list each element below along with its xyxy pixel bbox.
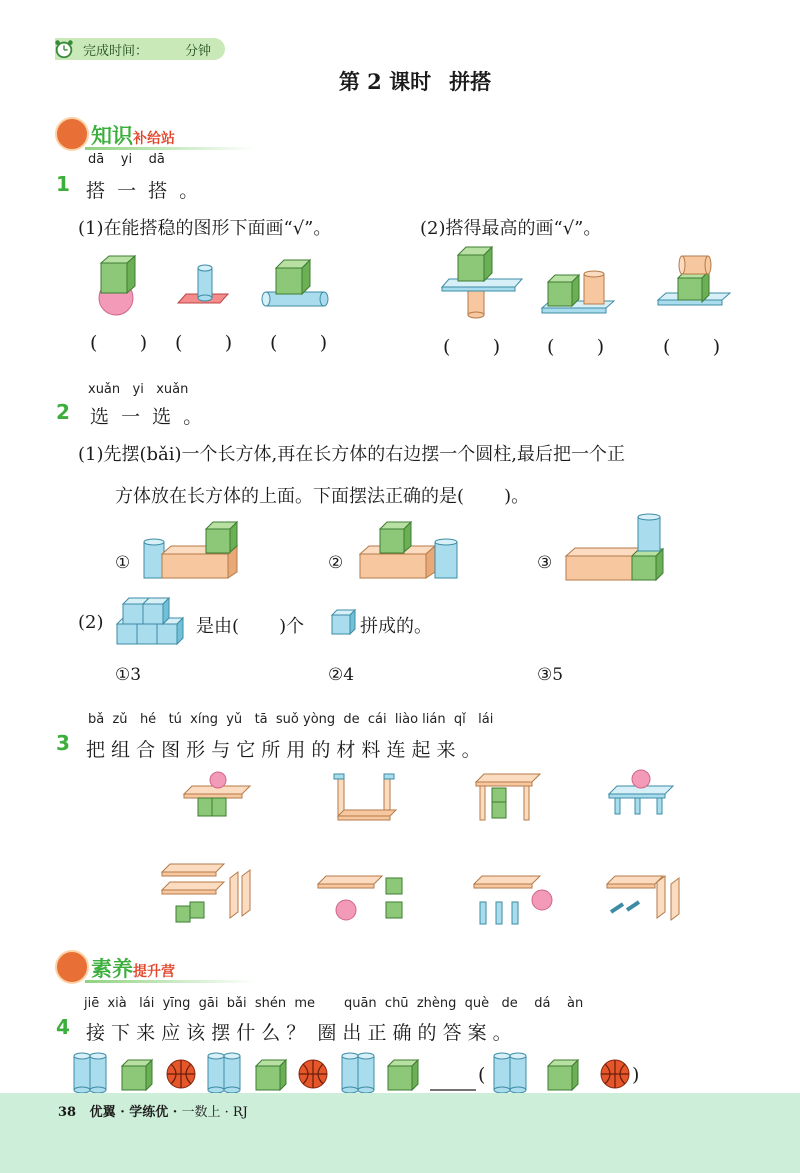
q2-option3-figure xyxy=(564,512,674,582)
pencil-icon xyxy=(55,117,89,151)
q3-composed-shape-3 xyxy=(472,768,544,824)
q1-answer-blank-2[interactable]: ( ) xyxy=(175,332,233,354)
section-literacy-subtitle: 提升营 xyxy=(133,964,175,980)
green-cube-icon xyxy=(388,1060,418,1090)
q3-pinyin: bǎ zǔ hé tú xíng yǔ tā suǒ yòng de cái liào lián qǐ lái xyxy=(88,712,494,727)
q3-materials-1 xyxy=(158,858,263,928)
q1-answer-blank-3[interactable]: ( ) xyxy=(270,332,328,354)
section-knowledge-subtitle: 补给站 xyxy=(133,131,175,147)
q1-pinyin: dā yi dā xyxy=(88,152,165,167)
completion-time-label: 完成时间： xyxy=(83,44,149,59)
footer-brand: 优翼 · 学练优 · xyxy=(89,1105,178,1120)
q2-option1-figure xyxy=(140,518,245,580)
q1-instruction: 搭 一 搭 。 xyxy=(86,180,199,202)
q1-part2-text: (2)搭得最高的画“√”。 xyxy=(420,218,602,239)
basketball-icon xyxy=(167,1060,195,1088)
q3-number: 3 xyxy=(56,731,70,755)
q4-pinyin: jiē xià lái yīng gāi bǎi shén me quān chū zhèng què de dá àn xyxy=(84,996,584,1011)
cylinder-pair-icon xyxy=(342,1053,374,1093)
q2-option3-label: ③ xyxy=(537,553,553,573)
alarm-clock-icon xyxy=(53,38,75,60)
cube-on-sphere-figure xyxy=(95,255,145,317)
q3-instruction: 把 组 合 图 形 与 它 所 用 的 材 料 连 起 来 。 xyxy=(86,739,481,761)
q2-instruction: 选 一 选 。 xyxy=(90,406,203,428)
q2-part2-mid: 是由( )个 xyxy=(196,616,305,637)
q2-part1-line2: 方体放在长方体的上面。下面摆法正确的是( )。 xyxy=(115,486,530,507)
q1-answer-blank-1[interactable]: ( ) xyxy=(90,332,148,354)
page-number: 38 xyxy=(58,1105,77,1120)
q3-composed-shape-1 xyxy=(180,772,252,822)
q4-instruction: 接 下 来 应 该 摆 什 么 ？ 圈 出 正 确 的 答 案 。 xyxy=(86,1022,512,1044)
q1-number: 1 xyxy=(56,172,70,196)
q4-sequence xyxy=(70,1052,650,1094)
q2-part1-line1: (1)先摆(bǎi)一个长方体,再在长方体的右边摆一个圆柱,最后把一个正 xyxy=(78,444,625,465)
cube-stack-figure xyxy=(113,596,193,648)
q1-answer-blank-5[interactable]: ( ) xyxy=(547,336,605,358)
q2-pinyin: xuǎn yi xuǎn xyxy=(88,382,189,397)
cylinder-pair-icon xyxy=(208,1053,240,1093)
cube-on-cylinder-figure xyxy=(262,258,332,310)
q3-composed-shape-4 xyxy=(605,770,677,822)
q4-paren-open: ( xyxy=(478,1064,486,1086)
basketball-icon xyxy=(299,1060,327,1088)
q3-materials-4 xyxy=(605,866,690,924)
q2-part2-suffix: 拼成的。 xyxy=(360,616,432,637)
footer-grade: 一数上 · RJ xyxy=(177,1105,248,1120)
q3-materials-3 xyxy=(472,870,557,928)
section-literacy-title: 素养 xyxy=(91,957,133,981)
completion-time-unit: 分钟 xyxy=(185,44,212,59)
q2-part2-prefix: (2) xyxy=(78,612,104,633)
q2-number: 2 xyxy=(56,400,70,424)
q4-paren-close: ) xyxy=(632,1064,640,1086)
completion-time-bar xyxy=(55,38,225,60)
green-cube-icon xyxy=(256,1060,286,1090)
option-green-cube-icon[interactable] xyxy=(548,1060,578,1090)
option-cylinder-pair-icon[interactable] xyxy=(494,1053,526,1093)
q1-answer-blank-4[interactable]: ( ) xyxy=(443,336,501,358)
q1-answer-blank-6[interactable]: ( ) xyxy=(663,336,721,358)
green-cube-icon xyxy=(122,1060,152,1090)
lesson-topic: 拼搭 xyxy=(449,69,492,94)
cube-board-cylinder-stack-figure xyxy=(440,245,530,317)
q2-choice1[interactable]: ①3 xyxy=(115,665,142,685)
page-footer xyxy=(58,1101,248,1120)
q3-composed-shape-2 xyxy=(330,772,402,822)
q3-materials-2 xyxy=(316,870,411,925)
lesson-number: 第 2 课时 xyxy=(338,69,432,94)
q2-option2-label: ② xyxy=(328,553,344,573)
section-knowledge-title: 知识 xyxy=(91,124,133,148)
single-cube-icon xyxy=(330,608,356,636)
option-basketball-icon[interactable] xyxy=(601,1060,629,1088)
page-title xyxy=(0,66,800,96)
q2-choice3[interactable]: ③5 xyxy=(537,665,564,685)
q2-choice2[interactable]: ②4 xyxy=(328,665,355,685)
cube-and-cylinder-on-board-figure xyxy=(542,270,617,318)
q2-option2-figure xyxy=(355,518,465,580)
cylinder-on-board-figure xyxy=(178,263,233,308)
q2-option1-label: ① xyxy=(115,553,131,573)
q1-part1-text: (1)在能搭稳的图形下面画“√”。 xyxy=(78,218,332,239)
cylinder-pair-icon xyxy=(74,1053,106,1093)
rocket-icon xyxy=(55,950,89,984)
cylinder-on-cube-on-board-figure xyxy=(658,252,736,312)
q4-number: 4 xyxy=(56,1015,70,1039)
